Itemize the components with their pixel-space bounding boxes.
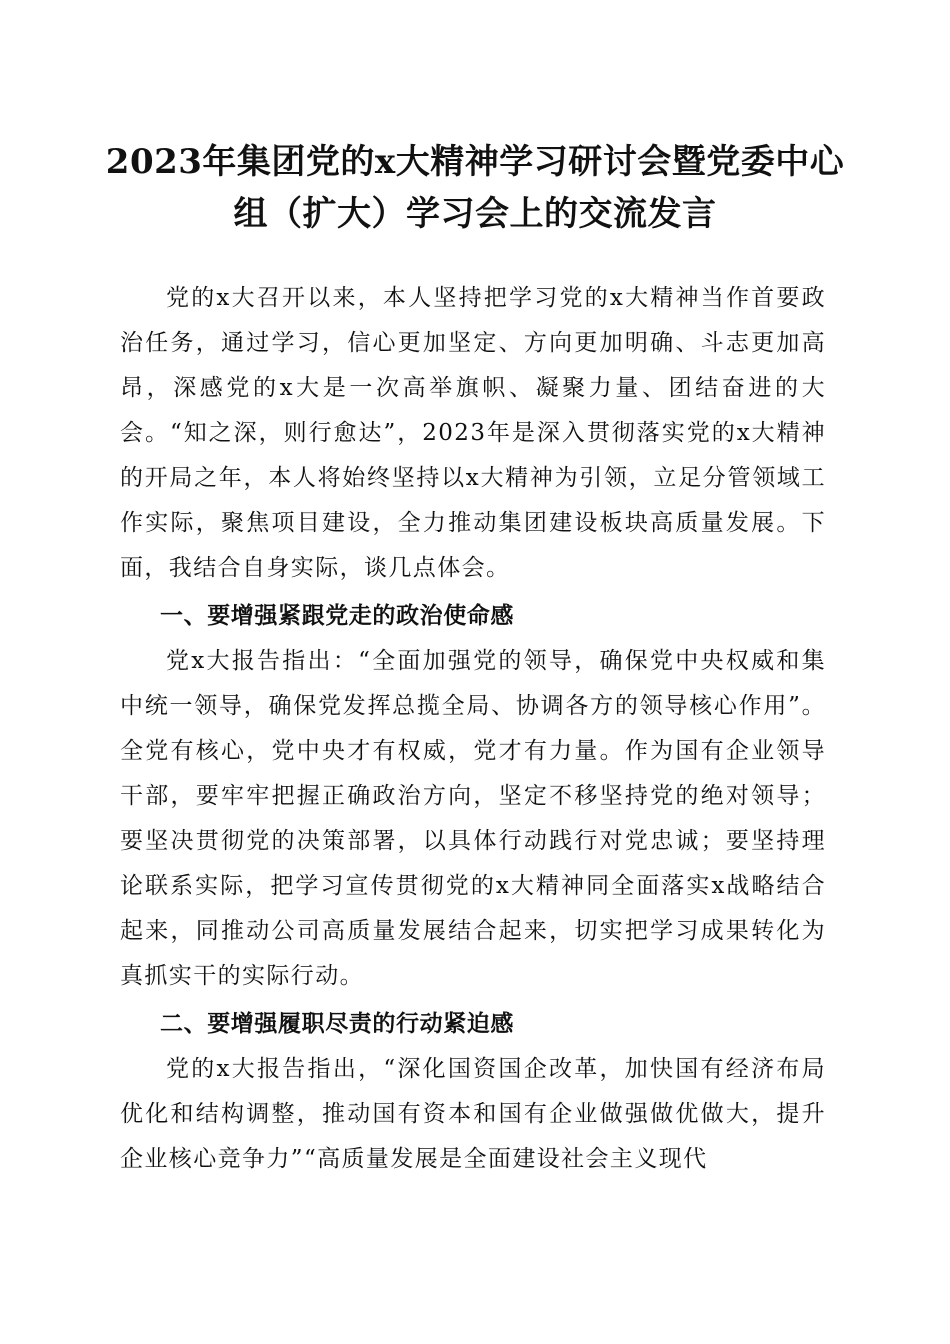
section-paragraph-2: 党的x大报告指出，“深化国资国企改革，加快国有经济布局优化和结构调整，推动国有资本和国有企业做强做优做大，提升企业核心竞争力”“高质量发展是全面建设社会主义现代	[120, 1056, 826, 1172]
section-heading-2: 二、要增强履职尽责的行动紧迫感	[160, 1011, 514, 1037]
document-title: 2023年集团党的x大精神学习研讨会暨党委中心组（扩大）学习会上的交流发言	[105, 142, 845, 234]
section-paragraph-1: 党x大报告指出：“全面加强党的领导，确保党中央权威和集中统一领导，确保党发挥总揽全局、协调各方的领导核心作用”。全党有核心，党中央才有权威，党才有力量。作为国有企业领导干部，要牢牢把握正确政治方向，坚定不移坚持党的绝对领导；要坚决贯彻党的决策部署，以具体行动践行对党忠诚；要坚持理论联系实际，把学习宣传贯彻党的x大精神同全面落实x战略结合起来，同推动公司高质量发展结合起来，切实把学习成果转化为真抓实干的实际行动。	[120, 648, 826, 989]
intro-paragraph: 党的x大召开以来，本人坚持把学习党的x大精神当作首要政治任务，通过学习，信心更加坚定、方向更加明确、斗志更加高昂，深感党的x大是一次高举旗帜、凝聚力量、团结奋进的大会。“知之深，则行愈达”，2023年是深入贯彻落实党的x大精神的开局之年，本人将始终坚持以x大精神为引领，立足分管领域工作实际，聚焦项目建设，全力推动集团建设板块高质量发展。下面，我结合自身实际，谈几点体会。	[120, 285, 826, 581]
section-heading-1: 一、要增强紧跟党走的政治使命感	[160, 603, 514, 629]
document-body	[120, 276, 826, 1182]
